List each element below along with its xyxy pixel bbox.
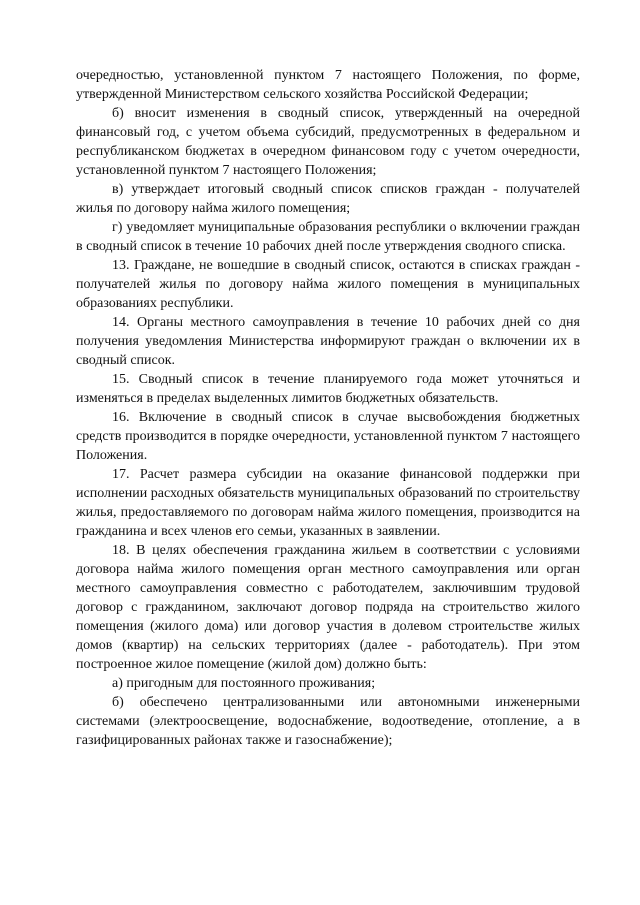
paragraph-continuation: очередностью, установленной пунктом 7 настоящего Положения, по форме, утвержденной Министерством сельского хозяйства Российской Федерации; (76, 68, 580, 102)
paragraph-item-b: б) вносит изменения в сводный список, утвержденный на очередной финансовый год, с учетом объема субсидий, предусмотренных в федеральном и республиканском бюджетах в очередном финансовом году с учетом очередности, установленной пунктом 7 настоящего Положения; (76, 106, 580, 178)
paragraph-17: 17. Расчет размера субсидии на оказание финансовой поддержки при исполнении расходных обязательств муниципальных образований по строительству жилья, предоставляемого по договорам найма жилого помещения, производится на гражданина и всех членов его семьи, указанных в заявлении. (76, 467, 580, 539)
paragraph-18-item-a: а) пригодным для постоянного проживания; (112, 676, 376, 691)
paragraph-14: 14. Органы местного самоуправления в течение 10 рабочих дней со дня получения уведомления Министерства информируют граждан о включении их в сводный список. (76, 315, 580, 368)
document-page (76, 66, 580, 750)
paragraph-18-item-b: б) обеспечено централизованными или автономными инженерными системами (электроосвещение, водоснабжение, водоотведение, отопление, а в газифицированных районах также и газоснабжение); (76, 695, 580, 748)
paragraph-13: 13. Граждане, не вошедшие в сводный список, остаются в списках граждан - получателей жилья по договору найма жилого помещения в муниципальных образованиях республики. (76, 258, 580, 311)
paragraph-item-v: в) утверждает итоговый сводный список списков граждан - получателей жилья по договору найма жилого помещения; (76, 182, 580, 216)
paragraph-15: 15. Сводный список в течение планируемого года может уточняться и изменяться в пределах выделенных лимитов бюджетных обязательств. (76, 372, 580, 406)
paragraph-16: 16. Включение в сводный список в случае высвобождения бюджетных средств производится в порядке очередности, установленной пунктом 7 настоящего Положения. (76, 410, 580, 463)
paragraph-item-g: г) уведомляет муниципальные образования республики о включении граждан в сводный список в течение 10 рабочих дней после утверждения сводного списка. (76, 220, 580, 254)
paragraph-18: 18. В целях обеспечения гражданина жильем в соответствии с условиями договора найма жилого помещения орган местного самоуправления или орган местного самоуправления совместно с работодателем, заключившим трудовой договор с гражданином, заключают договор подряда на строительство жилого помещения (жилого дома) или договор участия в долевом строительстве жилых домов (квартир) на сельских территориях (далее - работодатель). При этом построенное жилое помещение (жилой дом) должно быть: (76, 543, 580, 672)
